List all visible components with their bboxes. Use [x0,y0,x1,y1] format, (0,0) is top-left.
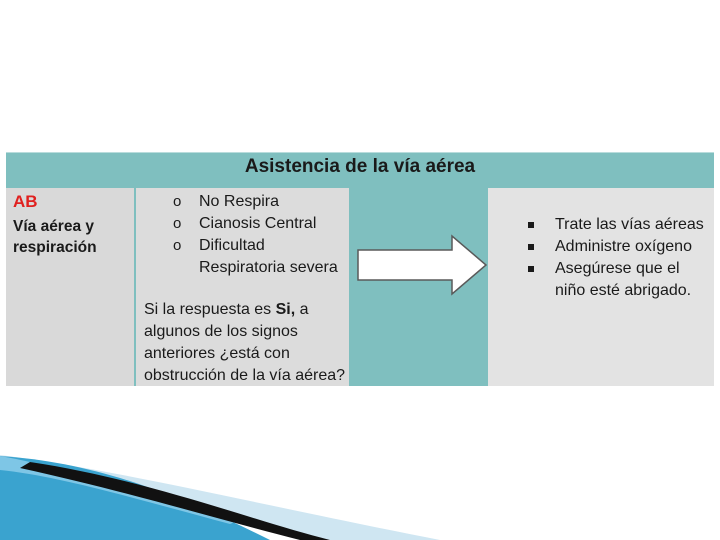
ab-label: AB [13,192,38,211]
action-item [488,258,711,302]
circle-bullet-icon: o [173,237,182,254]
square-bullet-icon [528,244,534,250]
action-item [488,236,711,258]
actions-list [488,214,711,302]
right-arrow-icon [356,234,488,296]
ab-description: Vía aérea y respiración [13,218,97,256]
sign-text: No Respira [199,193,280,210]
sign-item [136,235,349,279]
action-text: Trate las vías aéreas [555,216,704,233]
table-title: Asistencia de la vía aérea [244,156,476,177]
ab-column [6,188,134,386]
swoosh-decoration [0,440,720,540]
circle-bullet-icon: o [173,193,182,210]
sign-item [136,213,349,235]
question-before: Si la respuesta es [144,301,276,318]
sign-text: Cianosis Central [199,215,317,232]
circle-bullet-icon: o [173,215,182,232]
question-text [144,299,349,387]
question-bold: Si, [275,301,296,318]
action-item [488,214,711,236]
question-after: a algunos de los signos anteriores ¿está con obstrucción de la vía aérea? [144,301,346,384]
action-text: Administre oxígeno [555,238,692,255]
actions-column [488,188,714,386]
sign-text: Dificultad Respiratoria severa [199,237,338,276]
square-bullet-icon [528,266,534,272]
square-bullet-icon [528,222,534,228]
signs-column [136,188,349,386]
table-header [6,152,714,189]
signs-list [136,191,349,279]
airway-table [6,152,714,386]
sign-item [136,191,349,213]
action-text: Asegúrese que el niño esté abrigado. [555,260,692,299]
